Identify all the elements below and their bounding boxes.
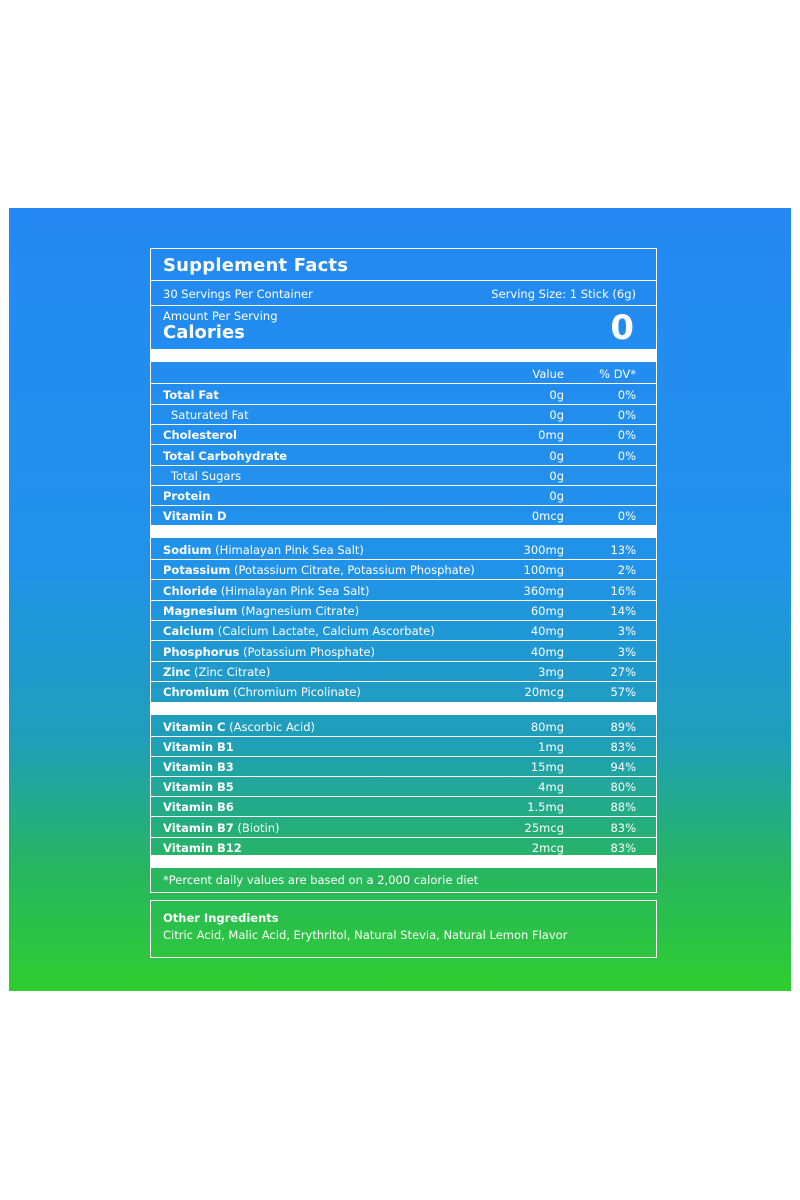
nutrient-value: 100mg	[523, 563, 564, 578]
calories-label: Calories	[163, 322, 245, 343]
nutrient-row	[151, 559, 656, 580]
nutrient-value: 25mcg	[524, 820, 564, 835]
nutrient-source: (Ascorbic Acid)	[225, 720, 315, 734]
nutrient-daily-value: 13%	[610, 543, 636, 557]
other-ingredients-text: Citric Acid, Malic Acid, Erythritol, Natural Stevia, Natural Lemon Flavor	[163, 928, 568, 942]
facts-title: Supplement Facts	[163, 255, 349, 276]
nutrient-name-cell	[163, 449, 287, 463]
nutrient-name-cell	[163, 509, 227, 523]
nutrient-row	[151, 681, 656, 701]
nutrient-row	[151, 641, 656, 662]
nutrient-name: Total Fat	[163, 388, 219, 402]
nutrient-source: (Chromium Picolinate)	[229, 685, 361, 700]
nutrient-row	[151, 661, 656, 682]
nutrient-value: 2mcg	[531, 840, 564, 855]
nutrient-daily-value: 83%	[610, 820, 636, 835]
nutrient-value: 3mg	[538, 664, 564, 679]
nutrient-name-cell	[163, 489, 210, 503]
nutrient-name: Sodium	[163, 543, 212, 557]
nutrient-name-cell	[163, 388, 219, 402]
nutrient-daily-value: 3%	[617, 624, 636, 639]
nutrient-row	[151, 756, 656, 777]
nutrient-row	[151, 404, 656, 425]
nutrient-source: (Himalayan Pink Sea Salt)	[211, 543, 364, 557]
nutrient-source: (Potassium Phosphate)	[239, 644, 375, 659]
nutrient-row	[151, 485, 656, 506]
nutrient-name: Total Sugars	[171, 468, 242, 483]
nutrient-name-cell	[163, 665, 270, 679]
nutrient-row	[151, 837, 656, 857]
nutrient-name: Vitamin B5	[163, 780, 234, 795]
nutrient-value: 1mg	[538, 740, 564, 755]
nutrient-row	[151, 424, 656, 445]
nutrient-value: 40mg	[530, 624, 564, 639]
nutrient-value: 0mg	[538, 428, 564, 443]
nutrient-daily-value: 0%	[617, 408, 636, 423]
nutrient-value: 0mcg	[531, 509, 564, 524]
nutrient-name: Vitamin B6	[163, 800, 234, 815]
nutrient-daily-value: 57%	[610, 685, 636, 700]
other-ingredients-title: Other Ingredients	[163, 911, 279, 925]
supplement-facts-table	[150, 248, 657, 893]
nutrient-name: Protein	[163, 489, 211, 503]
nutrient-row	[151, 736, 656, 757]
nutrient-value: 0g	[549, 388, 564, 402]
nutrient-row	[151, 505, 656, 525]
nutrient-value: 0g	[549, 489, 564, 503]
gradient-panel	[9, 208, 791, 991]
nutrient-name-cell	[163, 841, 242, 855]
nutrient-name-cell	[163, 780, 234, 794]
nutrient-value: 4mg	[538, 780, 564, 795]
thick-divider	[151, 855, 656, 868]
nutrient-source: (Calcium Lactate, Calcium Ascorbate)	[214, 624, 435, 639]
other-ingredients-box	[150, 900, 657, 958]
nutrient-value: 20mcg	[524, 685, 564, 700]
nutrient-name: Vitamin C	[163, 720, 226, 734]
nutrient-source: (Himalayan Pink Sea Salt)	[217, 583, 370, 598]
nutrient-row	[151, 817, 656, 838]
nutrient-daily-value: 16%	[610, 583, 636, 598]
nutrient-name-cell	[163, 563, 475, 577]
nutrient-source: (Biotin)	[233, 820, 280, 835]
calories-value: 0	[610, 308, 634, 348]
nutrient-daily-value: 80%	[610, 780, 636, 795]
nutrient-value: 40mg	[530, 644, 564, 659]
nutrient-value: 15mg	[530, 760, 564, 775]
serving-size: Serving Size: 1 Stick (6g)	[491, 287, 636, 301]
nutrient-name-cell	[163, 740, 234, 754]
nutrient-row	[151, 776, 656, 797]
nutrient-name-cell	[163, 624, 435, 638]
nutrient-name: Cholesterol	[163, 428, 237, 443]
nutrient-value: 1.5mg	[527, 800, 564, 815]
divider	[151, 280, 656, 281]
amount-per-serving: Amount Per Serving	[163, 309, 278, 323]
nutrient-source: (Zinc Citrate)	[190, 664, 271, 679]
nutrient-daily-value: 88%	[610, 800, 636, 815]
nutrient-name-cell	[171, 408, 249, 422]
nutrient-name-cell	[163, 428, 237, 442]
divider	[151, 305, 656, 306]
nutrient-row	[151, 796, 656, 817]
nutrient-name-cell	[163, 720, 315, 734]
nutrient-daily-value: 3%	[617, 644, 636, 659]
nutrient-daily-value: 0%	[617, 388, 636, 402]
nutrient-daily-value: 89%	[610, 720, 636, 734]
nutrient-row	[151, 600, 656, 621]
nutrient-name-cell	[163, 760, 234, 774]
thick-divider	[151, 702, 656, 715]
nutrient-row	[151, 580, 656, 601]
nutrient-name-cell	[163, 604, 359, 618]
thick-divider	[151, 525, 656, 538]
nutrient-row	[151, 465, 656, 486]
nutrient-source: (Magnesium Citrate)	[237, 603, 360, 618]
nutrient-daily-value: 0%	[617, 509, 636, 524]
nutrient-name: Magnesium	[163, 603, 238, 618]
nutrient-value: 300mg	[523, 543, 564, 557]
nutrient-daily-value: 0%	[617, 448, 636, 463]
nutrient-row	[151, 384, 656, 405]
nutrient-value: 0g	[549, 468, 564, 483]
nutrient-name: Total Carbohydrate	[163, 448, 288, 463]
nutrient-value: 360mg	[523, 583, 564, 598]
nutrient-row	[151, 539, 656, 560]
nutrient-value: 0g	[549, 408, 564, 423]
nutrient-name-cell	[163, 543, 364, 557]
dv-column-header: % DV*	[599, 367, 636, 381]
nutrient-name: Potassium	[163, 563, 231, 578]
nutrient-source: (Potassium Citrate, Potassium Phosphate)	[230, 563, 475, 578]
nutrient-name: Zinc	[163, 664, 191, 679]
nutrient-daily-value: 14%	[610, 603, 636, 618]
nutrient-row	[151, 620, 656, 641]
nutrient-name: Vitamin B7	[163, 820, 234, 835]
nutrient-daily-value: 83%	[610, 740, 636, 755]
nutrient-name-cell	[163, 584, 370, 598]
nutrient-name: Phosphorus	[163, 644, 240, 659]
nutrient-row	[151, 445, 656, 466]
value-column-header: Value	[532, 367, 564, 381]
nutrient-value: 60mg	[530, 603, 564, 618]
nutrient-name-cell	[163, 800, 234, 814]
nutrient-name-cell	[171, 469, 241, 483]
nutrient-name: Calcium	[163, 624, 215, 639]
nutrient-name: Vitamin D	[163, 509, 227, 524]
nutrient-name: Vitamin B3	[163, 760, 234, 775]
nutrient-value: 0g	[549, 448, 564, 463]
nutrient-value: 80mg	[530, 720, 564, 734]
nutrient-name-cell	[163, 645, 375, 659]
nutrient-name: Vitamin B1	[163, 740, 234, 755]
nutrient-name-cell	[163, 821, 280, 835]
nutrient-daily-value: 2%	[617, 563, 636, 578]
servings-per-container: 30 Servings Per Container	[163, 287, 313, 301]
nutrient-daily-value: 83%	[610, 840, 636, 855]
nutrient-name: Vitamin B12	[163, 840, 242, 855]
nutrient-daily-value: 94%	[610, 760, 636, 775]
nutrient-name-cell	[163, 685, 361, 699]
nutrient-name: Chromium	[163, 685, 230, 700]
footnote: *Percent daily values are based on a 2,000 calorie diet	[163, 873, 479, 887]
nutrient-row	[151, 716, 656, 737]
nutrient-daily-value: 27%	[610, 664, 636, 679]
thick-divider	[151, 349, 656, 362]
nutrient-name: Chloride	[163, 583, 218, 598]
nutrient-name: Saturated Fat	[171, 408, 249, 423]
nutrient-daily-value: 0%	[617, 428, 636, 443]
